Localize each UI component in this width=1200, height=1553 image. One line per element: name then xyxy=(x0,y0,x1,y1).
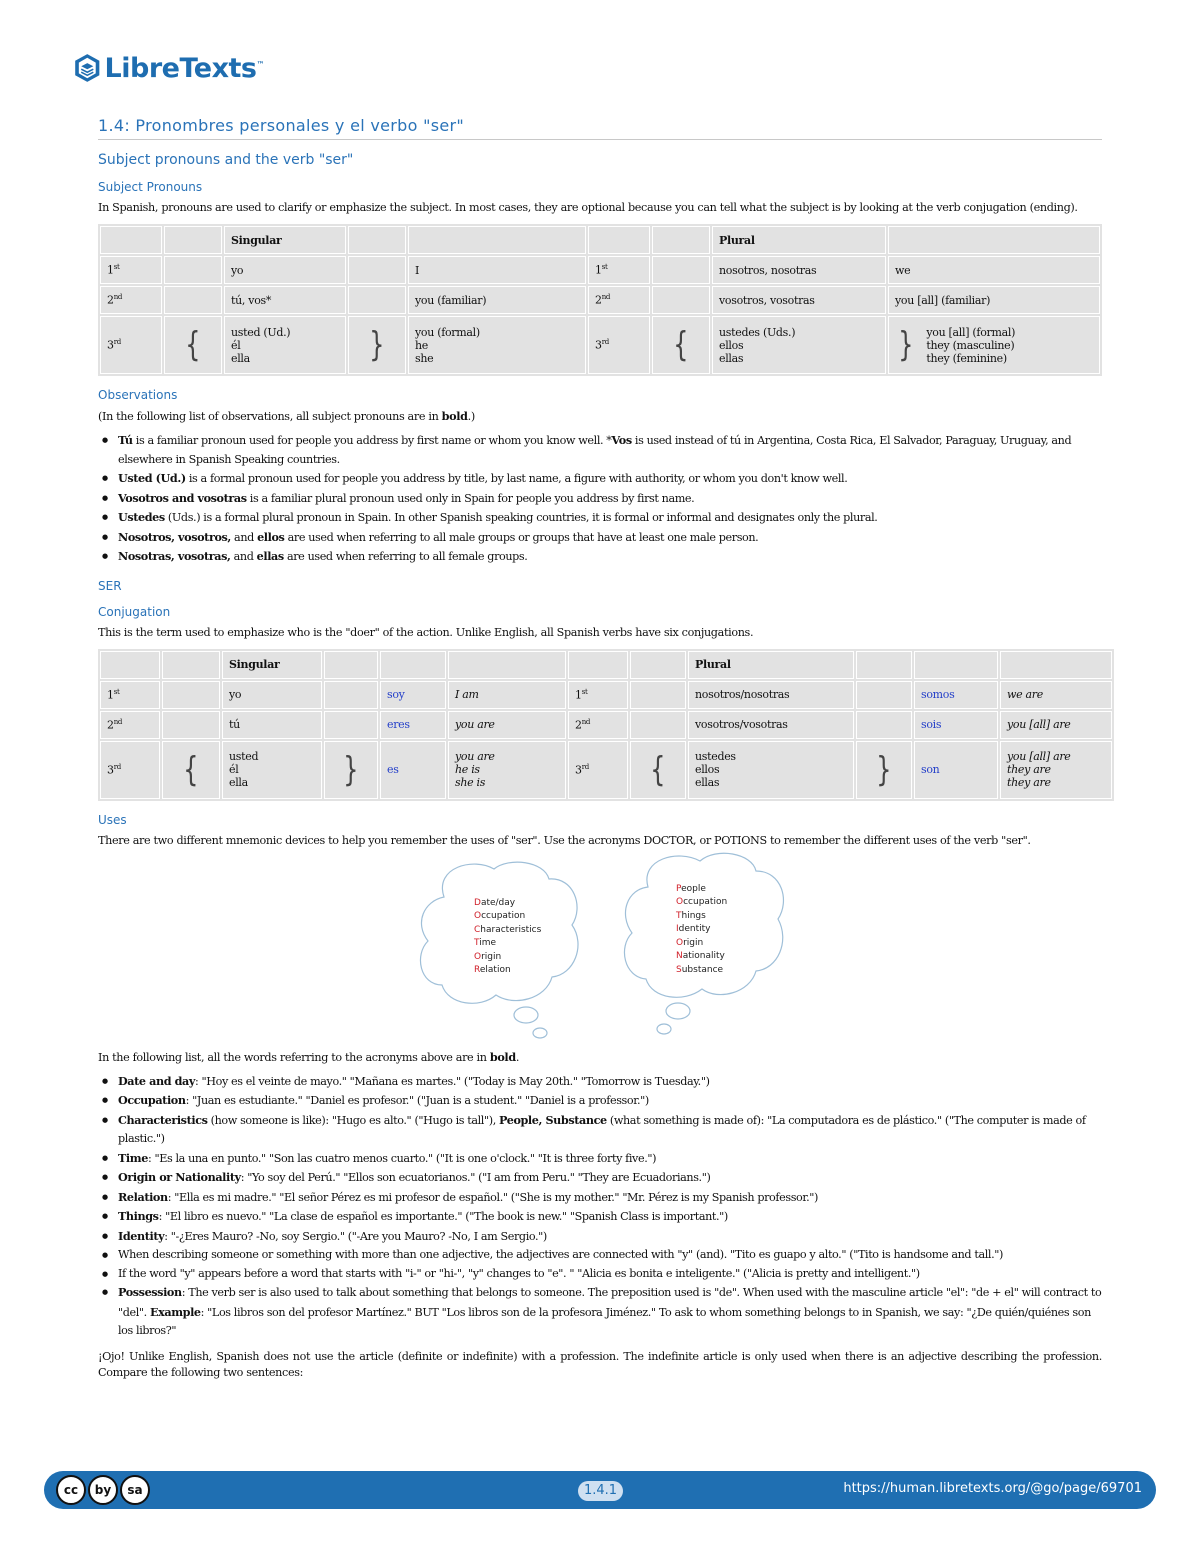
list-item: Substance xyxy=(676,964,724,975)
list-item: ● Possession: The verb ser is also used to talk about something that belongs to someone. The preposition used is "de". When used with the masculine article "el": "de + el" will contract to "del". Example: "Los libros son del profesor Martínez." BUT "Los libros son de la profesora Jiménez." To ask to whom something belongs to in Spanish, we say: "¿De quién/quiénes son los libros?" xyxy=(118,1283,1102,1341)
observations-list xyxy=(98,431,1102,567)
translation-cell: } you [all] (formal) they (masculine) they (feminine) xyxy=(888,316,1100,374)
list-item: ● Time: "Es la una en punto." "Son las cuatro menos cuarto." ("It is one o'clock." "It is three forty five.") xyxy=(118,1149,1102,1169)
list-item: ● Origin or Nationality: "Yo soy del Perú." "Ellos son ecuatorianos." ("I am from Peru." "They are Ecuadorians.") xyxy=(118,1168,1102,1188)
page-title: 1.4: Pronombres personales y el verbo "ser" xyxy=(98,116,1102,140)
person-cell: 1st xyxy=(588,256,650,284)
list-item: ● Nosotras, vosotras, and ellas are used when referring to all female groups. xyxy=(118,547,1102,567)
uses-heading: Uses xyxy=(98,812,127,827)
table-row xyxy=(100,711,1112,739)
pronoun-cell: ustedes ellos ellas xyxy=(688,741,854,799)
page-url-link[interactable]: https://human.libretexts.org/@go/page/69701 xyxy=(843,1481,1142,1496)
mnemonic-clouds-figure xyxy=(98,857,1102,1043)
pronoun-cell: yo xyxy=(224,256,346,284)
plural-header: Plural xyxy=(712,226,886,254)
verb-form-cell: sois xyxy=(914,711,998,739)
right-brace-icon: } xyxy=(876,749,892,790)
list-item: ● Occupation: "Juan es estudiante." "Daniel es profesor." ("Juan is a student." "Daniel is a professor.") xyxy=(118,1091,1102,1111)
translation-cell: we are xyxy=(1000,681,1112,709)
list-item: Time xyxy=(474,938,497,948)
table-row xyxy=(100,651,1112,679)
person-cell: 3rd xyxy=(588,316,650,374)
translation-cell: you [all] are they are they are xyxy=(1000,741,1112,799)
logo-text: LibreTexts™ xyxy=(104,52,264,84)
verb-form-cell: somos xyxy=(914,681,998,709)
person-cell: 1st xyxy=(100,681,160,709)
cc-license-badge[interactable] xyxy=(56,1475,154,1505)
pronoun-cell: nosotros, nosotras xyxy=(712,256,886,284)
list-item: Origin xyxy=(676,937,704,948)
subject-pronouns-heading: Subject Pronouns xyxy=(98,180,203,194)
subject-pronouns-table xyxy=(98,224,1102,376)
pronoun-cell: vosotros, vosotras xyxy=(712,286,886,314)
translation-cell: you are he is she is xyxy=(448,741,566,799)
list-item: Characteristics xyxy=(474,924,542,935)
translation-cell: you are xyxy=(448,711,566,739)
person-cell: 3rd xyxy=(100,741,160,799)
pronoun-cell: yo xyxy=(222,681,322,709)
list-item: ● Things: "El libro es nuevo." "La clase de español es importante." ("The book is new." "Spanish Class is important.") xyxy=(118,1207,1102,1227)
pronoun-cell: vosotros/vosotras xyxy=(688,711,854,739)
list-item: ● Vosotros and vosotras is a familiar plural pronoun used only in Spain for people you address by first name. xyxy=(118,489,1102,509)
list-item: ● Nosotros, vosotros, and ellos are used when referring to all male groups or groups that have at least one male person. xyxy=(118,528,1102,548)
right-brace-icon: } xyxy=(343,749,359,790)
singular-header: Singular xyxy=(222,651,322,679)
person-cell: 1st xyxy=(100,256,162,284)
table-row xyxy=(100,741,1112,799)
list-item: ● Date and day: "Hoy es el veinte de mayo." "Mañana es martes." ("Today is May 20th." "Tomorrow is Tuesday.") xyxy=(118,1072,1102,1092)
verb-form-cell: eres xyxy=(380,711,446,739)
list-item: Date/day xyxy=(474,897,516,908)
list-item: ● When describing someone or something with more than one adjective, the adjectives are connected with "y" (and). "Tito es guapo y alto." ("Tito is handsome and tall.") xyxy=(118,1246,1102,1265)
left-brace-icon: { xyxy=(650,749,666,790)
right-brace-icon: } xyxy=(369,325,385,365)
list-item: Nationality xyxy=(676,951,725,961)
singular-header: Singular xyxy=(224,226,346,254)
translation-cell: you [all] (familiar) xyxy=(888,286,1100,314)
list-item: ● Ustedes (Uds.) is a formal plural pronoun in Spain. In other Spanish speaking countries, it is formal or informal and designates only the plural. xyxy=(118,508,1102,528)
person-cell: 1st xyxy=(568,681,628,709)
person-cell: 2nd xyxy=(588,286,650,314)
table-row xyxy=(100,681,1112,709)
pronoun-cell: usted él ella xyxy=(222,741,322,799)
table-row xyxy=(100,316,1100,374)
list-item: ● Characteristics (how someone is like): "Hugo es alto." ("Hugo is tall"), People, Substance (what something is made of): "La computadora es de plástico." ("The computer is made of plastic.") xyxy=(118,1111,1102,1149)
plural-header: Plural xyxy=(688,651,854,679)
cc-icon: cc xyxy=(56,1475,86,1505)
list-item: Origin xyxy=(474,951,502,962)
libretexts-logo[interactable] xyxy=(74,40,264,96)
page-number: 1.4.1 xyxy=(578,1481,623,1501)
list-item: ● Usted (Ud.) is a formal pronoun used for people you address by title, by last name, a figure with authority, or whom you don't know well. xyxy=(118,469,1102,489)
conjugation-table xyxy=(98,649,1114,801)
translation-cell: you (familiar) xyxy=(408,286,586,314)
section-subtitle: Subject pronouns and the verb "ser" xyxy=(98,152,354,168)
pronoun-cell: tú, vos* xyxy=(224,286,346,314)
ser-heading: SER xyxy=(98,578,122,593)
left-brace-icon: { xyxy=(673,325,689,365)
list-item: Things xyxy=(676,910,706,921)
page-footer xyxy=(44,1471,1156,1509)
libretexts-logo-icon xyxy=(74,43,101,93)
list-item: Occupation xyxy=(676,897,728,907)
observations-heading: Observations xyxy=(98,388,178,402)
uses-intro: There are two different mnemonic devices to help you remember the uses of "ser". Use the acronyms DOCTOR, or POTIONS to remember the different uses of the verb "ser". xyxy=(98,833,1031,847)
ojo-paragraph: ¡Ojo! Unlike English, Spanish does not use the article (definite or indefinite) with a profession. The indefinite article is only used when there is an adjective describing the profession. Compare the following two sentences: xyxy=(98,1349,1102,1379)
person-cell: 2nd xyxy=(568,711,628,739)
observations-intro: (In the following list of observations, all subject pronouns are in bold.) xyxy=(98,409,475,423)
translation-cell: I xyxy=(408,256,586,284)
list-item: People xyxy=(676,883,706,894)
left-brace-icon: { xyxy=(183,749,199,790)
person-cell: 2nd xyxy=(100,286,162,314)
verb-form-cell: es xyxy=(380,741,446,799)
list-item: ● If the word "y" appears before a word that starts with "i-" or "hi-", "y" changes to "e". " "Alicia es bonita e inteligente." ("Alicia is pretty and intelligent.") xyxy=(118,1265,1102,1284)
doctor-acronym-list xyxy=(474,897,541,978)
translation-cell: I am xyxy=(448,681,566,709)
right-brace-icon: } xyxy=(898,325,914,365)
list-item: Occupation xyxy=(474,911,526,921)
sa-share-alike-icon: sa xyxy=(120,1475,150,1505)
list-item: ● Relation: "Ella es mi madre." "El señor Pérez es mi profesor de español." ("She is my mother." "Mr. Pérez is my Spanish professor.") xyxy=(118,1188,1102,1208)
uses-list xyxy=(98,1072,1102,1341)
translation-cell: you (formal) he she xyxy=(408,316,586,374)
potions-acronym-list xyxy=(676,883,727,978)
table-row xyxy=(100,256,1100,284)
list-item: ● Tú is a familiar pronoun used for people you address by first name or whom you know well. *Vos is used instead of tú in Argentina, Costa Rica, El Salvador, Paraguay, Uruguay, and elsewhere in Spanish Speaking countries. xyxy=(118,431,1102,469)
left-brace-icon: { xyxy=(185,325,201,365)
conjugation-heading: Conjugation xyxy=(98,604,171,619)
by-attribution-icon: by xyxy=(88,1475,118,1505)
verb-form-cell: son xyxy=(914,741,998,799)
person-cell: 3rd xyxy=(568,741,628,799)
person-cell: 3rd xyxy=(100,316,162,374)
pronoun-cell: ustedes (Uds.) ellos ellas xyxy=(712,316,886,374)
pronoun-cell: tú xyxy=(222,711,322,739)
conjugation-intro: This is the term used to emphasize who is the "doer" of the action. Unlike English, all Spanish verbs have six conjugations. xyxy=(98,625,754,639)
list-item: Identity xyxy=(676,924,711,934)
table-row xyxy=(100,226,1100,254)
verb-form-cell: soy xyxy=(380,681,446,709)
pronoun-cell: usted (Ud.) él ella xyxy=(224,316,346,374)
subject-pronouns-intro: In Spanish, pronouns are used to clarify or emphasize the subject. In most cases, they are optional because you can tell what the subject is by looking at the verb conjugation (ending). xyxy=(98,201,1078,214)
page-content xyxy=(98,116,1102,1381)
uses-list-intro: In the following list, all the words referring to the acronyms above are in bold. xyxy=(98,1049,520,1064)
list-item: Relation xyxy=(474,965,511,975)
person-cell: 2nd xyxy=(100,711,160,739)
list-item: ● Identity: "-¿Eres Mauro? -No, soy Sergio." ("-Are you Mauro? -No, I am Sergio.") xyxy=(118,1227,1102,1247)
table-row xyxy=(100,286,1100,314)
pronoun-cell: nosotros/nosotras xyxy=(688,681,854,709)
translation-cell: you [all] are xyxy=(1000,711,1112,739)
translation-cell: we xyxy=(888,256,1100,284)
